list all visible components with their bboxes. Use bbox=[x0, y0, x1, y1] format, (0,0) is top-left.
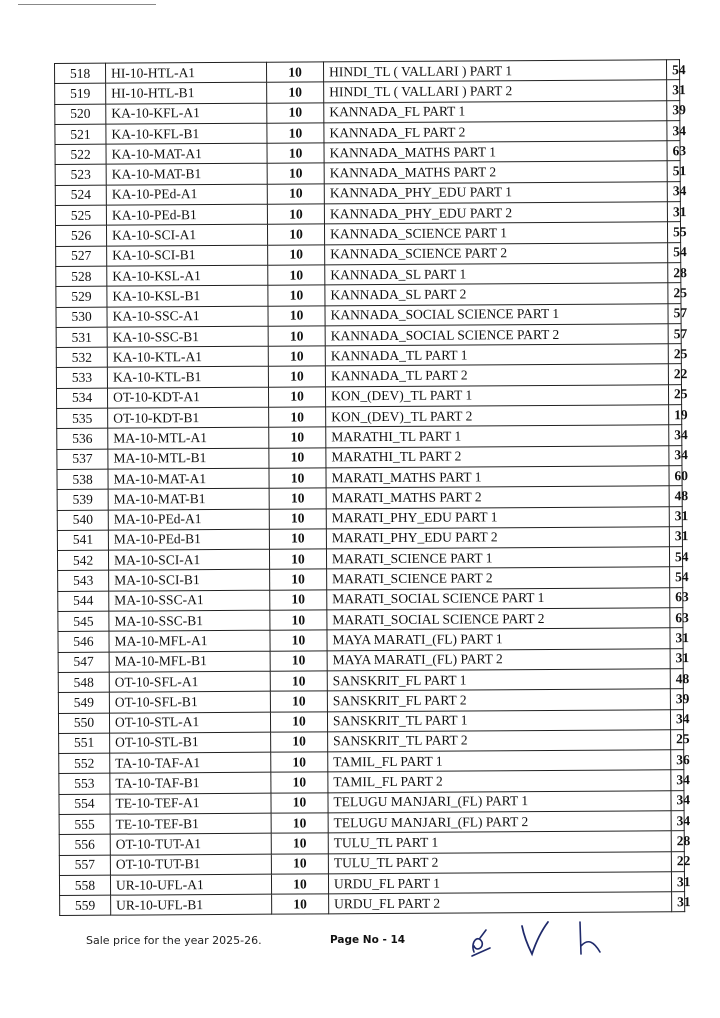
serial-number-cell: 545 bbox=[58, 611, 109, 632]
book-title-cell: KANNADA_SCIENCE PART 1 bbox=[324, 222, 667, 244]
price-cell: 25 bbox=[668, 344, 681, 364]
book-title-cell: SANSKRIT_FL PART 1 bbox=[327, 669, 670, 691]
book-code-cell: OT-10-TUT-B1 bbox=[110, 854, 271, 875]
serial-number-cell: 544 bbox=[58, 591, 109, 612]
book-title-cell: TELUGU MANJARI_(FL) PART 1 bbox=[328, 790, 671, 812]
price-cell: 39 bbox=[667, 100, 680, 120]
serial-number-cell: 559 bbox=[60, 895, 111, 916]
class-cell: 10 bbox=[270, 671, 327, 692]
book-title-cell: KANNADA_TL PART 1 bbox=[325, 344, 668, 366]
book-title-cell: KON_(DEV)_TL PART 1 bbox=[325, 385, 668, 407]
price-cell: 31 bbox=[670, 648, 683, 668]
price-cell: 48 bbox=[669, 486, 682, 506]
price-cell: 34 bbox=[669, 445, 682, 465]
book-code-cell: KA-10-PEd-A1 bbox=[106, 184, 267, 205]
signatures bbox=[460, 912, 620, 962]
price-cell: 34 bbox=[667, 181, 680, 201]
book-code-cell: OT-10-TUT-A1 bbox=[110, 833, 271, 854]
price-cell: 31 bbox=[671, 872, 684, 892]
serial-number-cell: 542 bbox=[57, 550, 108, 571]
serial-number-cell: 538 bbox=[57, 469, 108, 490]
class-cell: 10 bbox=[268, 305, 325, 326]
class-cell: 10 bbox=[267, 184, 324, 205]
book-title-cell: HINDI_TL ( VALLARI ) PART 1 bbox=[323, 60, 666, 82]
price-cell: 31 bbox=[667, 202, 680, 222]
price-cell: 25 bbox=[668, 283, 681, 303]
serial-number-cell: 543 bbox=[58, 571, 109, 592]
class-cell: 10 bbox=[267, 102, 324, 123]
book-code-cell: KA-10-MAT-B1 bbox=[106, 164, 267, 185]
book-code-cell: TE-10-TEF-B1 bbox=[110, 813, 271, 834]
serial-number-cell: 524 bbox=[55, 185, 106, 206]
book-title-cell: KANNADA_MATHS PART 2 bbox=[324, 161, 667, 183]
book-code-cell: KA-10-MAT-A1 bbox=[106, 143, 267, 164]
price-cell: 31 bbox=[667, 80, 680, 100]
book-code-cell: KA-10-KSL-B1 bbox=[107, 285, 268, 306]
serial-number-cell: 540 bbox=[57, 510, 108, 531]
book-code-cell: TA-10-TAF-A1 bbox=[110, 752, 271, 773]
class-cell: 10 bbox=[269, 427, 326, 448]
book-title-cell: URDU_FL PART 2 bbox=[329, 892, 672, 914]
price-table-body bbox=[55, 60, 691, 916]
book-code-cell: OT-10-STL-A1 bbox=[109, 712, 270, 733]
serial-number-cell: 526 bbox=[55, 226, 106, 247]
serial-number-cell: 522 bbox=[55, 144, 106, 165]
book-code-cell: OT-10-STL-B1 bbox=[110, 732, 271, 753]
price-cell: 54 bbox=[668, 242, 681, 262]
class-cell: 10 bbox=[269, 447, 326, 468]
book-title-cell: MARATI_SOCIAL SCIENCE PART 1 bbox=[327, 587, 670, 609]
book-title-cell: URDU_FL PART 1 bbox=[328, 872, 671, 894]
book-code-cell: KA-10-KSL-A1 bbox=[107, 265, 268, 286]
book-code-cell: TE-10-TEF-A1 bbox=[110, 793, 271, 814]
class-cell: 10 bbox=[270, 650, 327, 671]
class-cell: 10 bbox=[268, 366, 325, 387]
book-title-cell: MARATI_MATHS PART 1 bbox=[326, 466, 669, 488]
price-cell: 25 bbox=[668, 384, 681, 404]
book-code-cell: MA-10-PEd-A1 bbox=[108, 509, 269, 530]
book-code-cell: HI-10-HTL-B1 bbox=[106, 82, 267, 103]
serial-number-cell: 532 bbox=[56, 347, 107, 368]
book-code-cell: KA-10-PEd-B1 bbox=[106, 204, 267, 225]
class-cell: 10 bbox=[271, 732, 328, 753]
page-number: Page No - 14 bbox=[330, 934, 406, 946]
serial-number-cell: 519 bbox=[55, 83, 106, 104]
serial-number-cell: 546 bbox=[58, 631, 109, 652]
serial-number-cell: 520 bbox=[55, 104, 106, 125]
price-cell: 60 bbox=[669, 466, 682, 486]
book-code-cell: OT-10-SFL-B1 bbox=[109, 691, 270, 712]
signature-1 bbox=[472, 930, 490, 956]
price-cell: 34 bbox=[669, 425, 682, 445]
book-code-cell: UR-10-UFL-B1 bbox=[111, 894, 272, 915]
class-cell: 10 bbox=[271, 833, 328, 854]
book-title-cell: MARATI_PHY_EDU PART 2 bbox=[326, 527, 669, 549]
book-title-cell: MARATHI_TL PART 1 bbox=[326, 425, 669, 447]
serial-number-cell: 537 bbox=[57, 449, 108, 470]
price-cell: 54 bbox=[670, 567, 683, 587]
price-cell: 63 bbox=[667, 141, 680, 161]
price-cell: 31 bbox=[669, 526, 682, 546]
book-title-cell: HINDI_TL ( VALLARI ) PART 2 bbox=[324, 80, 667, 102]
price-cell: 19 bbox=[669, 405, 682, 425]
book-code-cell: KA-10-KTL-A1 bbox=[107, 346, 268, 367]
book-title-cell: MARATI_SCIENCE PART 1 bbox=[326, 547, 669, 569]
serial-number-cell: 536 bbox=[57, 429, 108, 450]
serial-number-cell: 534 bbox=[56, 388, 107, 409]
serial-number-cell: 550 bbox=[58, 713, 109, 734]
signature-3 bbox=[580, 922, 600, 954]
book-code-cell: KA-10-SSC-A1 bbox=[107, 306, 268, 327]
book-title-cell: KANNADA_SCIENCE PART 2 bbox=[325, 242, 668, 264]
serial-number-cell: 553 bbox=[59, 774, 110, 795]
price-cell: 31 bbox=[669, 506, 682, 526]
class-cell: 10 bbox=[269, 407, 326, 428]
price-cell: 28 bbox=[668, 263, 681, 283]
price-cell: 55 bbox=[667, 222, 680, 242]
class-cell: 10 bbox=[267, 82, 324, 103]
class-cell: 10 bbox=[267, 204, 324, 225]
serial-number-cell: 556 bbox=[59, 834, 110, 855]
price-cell: 63 bbox=[670, 587, 683, 607]
book-title-cell: MARATI_PHY_EDU PART 1 bbox=[326, 506, 669, 528]
serial-number-cell: 527 bbox=[56, 246, 107, 267]
book-title-cell: KANNADA_MATHS PART 1 bbox=[324, 141, 667, 163]
price-cell: 39 bbox=[670, 689, 683, 709]
serial-number-cell: 530 bbox=[56, 307, 107, 328]
class-cell: 10 bbox=[272, 894, 329, 915]
book-title-cell: TAMIL_FL PART 1 bbox=[328, 750, 671, 772]
class-cell: 10 bbox=[270, 691, 327, 712]
price-cell: 31 bbox=[672, 892, 685, 912]
book-code-cell: MA-10-MTL-B1 bbox=[108, 448, 269, 469]
serial-number-cell: 558 bbox=[59, 875, 110, 896]
book-code-cell: MA-10-MTL-A1 bbox=[108, 428, 269, 449]
class-cell: 10 bbox=[270, 610, 327, 631]
book-code-cell: MA-10-SSC-A1 bbox=[109, 590, 270, 611]
book-title-cell: TULU_TL PART 2 bbox=[328, 851, 671, 873]
serial-number-cell: 541 bbox=[57, 530, 108, 551]
book-title-cell: SANSKRIT_FL PART 2 bbox=[327, 689, 670, 711]
book-code-cell: MA-10-MAT-A1 bbox=[108, 468, 269, 489]
price-cell: 34 bbox=[671, 790, 684, 810]
book-title-cell: MARATI_SCIENCE PART 2 bbox=[327, 567, 670, 589]
serial-number-cell: 547 bbox=[58, 652, 109, 673]
book-title-cell: MAYA MARATI_(FL) PART 2 bbox=[327, 648, 670, 670]
class-cell: 10 bbox=[271, 813, 328, 834]
price-cell: 57 bbox=[668, 303, 681, 323]
book-code-cell: MA-10-MAT-B1 bbox=[108, 488, 269, 509]
serial-number-cell: 523 bbox=[55, 165, 106, 186]
book-title-cell: KANNADA_PHY_EDU PART 2 bbox=[324, 202, 667, 224]
class-cell: 10 bbox=[269, 468, 326, 489]
price-cell: 36 bbox=[671, 750, 684, 770]
book-title-cell: KANNADA_SOCIAL SCIENCE PART 1 bbox=[325, 303, 668, 325]
book-title-cell: SANSKRIT_TL PART 1 bbox=[327, 709, 670, 731]
book-code-cell: KA-10-KFL-A1 bbox=[106, 103, 267, 124]
book-code-cell: OT-10-KDT-A1 bbox=[107, 387, 268, 408]
book-title-cell: KANNADA_SL PART 2 bbox=[325, 283, 668, 305]
book-code-cell: KA-10-SCI-B1 bbox=[107, 245, 268, 266]
price-table bbox=[54, 59, 691, 916]
serial-number-cell: 552 bbox=[59, 753, 110, 774]
book-title-cell: TULU_TL PART 1 bbox=[328, 831, 671, 853]
book-code-cell: UR-10-UFL-A1 bbox=[110, 874, 271, 895]
price-cell: 34 bbox=[671, 770, 684, 790]
serial-number-cell: 535 bbox=[57, 408, 108, 429]
price-cell: 22 bbox=[668, 364, 681, 384]
serial-number-cell: 518 bbox=[55, 63, 106, 84]
book-code-cell: KA-10-KTL-B1 bbox=[107, 367, 268, 388]
serial-number-cell: 529 bbox=[56, 286, 107, 307]
class-cell: 10 bbox=[268, 265, 325, 286]
price-cell: 22 bbox=[671, 851, 684, 871]
book-code-cell: MA-10-SCI-B1 bbox=[109, 570, 270, 591]
book-code-cell: MA-10-SSC-B1 bbox=[109, 610, 270, 631]
serial-number-cell: 557 bbox=[59, 855, 110, 876]
class-cell: 10 bbox=[268, 346, 325, 367]
class-cell: 10 bbox=[270, 569, 327, 590]
price-cell: 54 bbox=[666, 60, 679, 80]
book-title-cell: TELUGU MANJARI_(FL) PART 2 bbox=[328, 811, 671, 833]
book-title-cell: KANNADA_FL PART 1 bbox=[324, 100, 667, 122]
book-code-cell: OT-10-SFL-A1 bbox=[109, 671, 270, 692]
price-cell: 34 bbox=[670, 709, 683, 729]
class-cell: 10 bbox=[267, 123, 324, 144]
class-cell: 10 bbox=[271, 772, 328, 793]
class-cell: 10 bbox=[269, 549, 326, 570]
sale-price-note: Sale price for the year 2025-26. bbox=[86, 934, 262, 947]
serial-number-cell: 525 bbox=[55, 205, 106, 226]
price-cell: 25 bbox=[671, 729, 684, 749]
class-cell: 10 bbox=[269, 488, 326, 509]
class-cell: 10 bbox=[271, 853, 328, 874]
serial-number-cell: 539 bbox=[57, 489, 108, 510]
serial-number-cell: 551 bbox=[59, 733, 110, 754]
book-title-cell: SANSKRIT_TL PART 2 bbox=[328, 730, 671, 752]
book-title-cell: TAMIL_FL PART 2 bbox=[328, 770, 671, 792]
price-cell: 34 bbox=[667, 121, 680, 141]
book-title-cell: KANNADA_SL PART 1 bbox=[325, 263, 668, 285]
class-cell: 10 bbox=[268, 326, 325, 347]
class-cell: 10 bbox=[267, 143, 324, 164]
book-title-cell: MAYA MARATI_(FL) PART 1 bbox=[327, 628, 670, 650]
class-cell: 10 bbox=[270, 590, 327, 611]
book-code-cell: MA-10-PEd-B1 bbox=[108, 529, 269, 550]
class-cell: 10 bbox=[268, 285, 325, 306]
book-title-cell: KANNADA_FL PART 2 bbox=[324, 121, 667, 143]
price-cell: 48 bbox=[670, 669, 683, 689]
price-cell: 31 bbox=[670, 628, 683, 648]
price-cell: 57 bbox=[668, 324, 681, 344]
serial-number-cell: 528 bbox=[56, 266, 107, 287]
book-code-cell: MA-10-MFL-A1 bbox=[109, 631, 270, 652]
book-title-cell: MARATI_SOCIAL SCIENCE PART 2 bbox=[327, 608, 670, 630]
book-code-cell: KA-10-SCI-A1 bbox=[106, 225, 267, 246]
price-cell: 54 bbox=[669, 547, 682, 567]
serial-number-cell: 533 bbox=[56, 368, 107, 389]
price-cell: 51 bbox=[667, 161, 680, 181]
price-cell: 28 bbox=[671, 831, 684, 851]
book-code-cell: OT-10-KDT-B1 bbox=[108, 407, 269, 428]
class-cell: 10 bbox=[270, 630, 327, 651]
book-title-cell: KANNADA_TL PART 2 bbox=[325, 364, 668, 386]
class-cell: 10 bbox=[269, 508, 326, 529]
class-cell: 10 bbox=[266, 62, 323, 83]
price-cell: 63 bbox=[670, 608, 683, 628]
book-code-cell: KA-10-KFL-B1 bbox=[106, 123, 267, 144]
book-title-cell: KON_(DEV)_TL PART 2 bbox=[326, 405, 669, 427]
class-cell: 10 bbox=[267, 163, 324, 184]
class-cell: 10 bbox=[267, 224, 324, 245]
signature-2 bbox=[522, 922, 548, 954]
book-title-cell: MARATHI_TL PART 2 bbox=[326, 445, 669, 467]
book-title-cell: KANNADA_SOCIAL SCIENCE PART 2 bbox=[325, 324, 668, 346]
class-cell: 10 bbox=[268, 245, 325, 266]
top-rule bbox=[18, 4, 156, 5]
class-cell: 10 bbox=[269, 529, 326, 550]
price-cell: 34 bbox=[671, 811, 684, 831]
book-code-cell: HI-10-HTL-A1 bbox=[106, 62, 267, 83]
book-code-cell: TA-10-TAF-B1 bbox=[110, 773, 271, 794]
class-cell: 10 bbox=[270, 711, 327, 732]
class-cell: 10 bbox=[268, 387, 325, 408]
serial-number-cell: 554 bbox=[59, 794, 110, 815]
class-cell: 10 bbox=[271, 793, 328, 814]
serial-number-cell: 548 bbox=[58, 672, 109, 693]
serial-number-cell: 521 bbox=[55, 124, 106, 145]
book-title-cell: KANNADA_PHY_EDU PART 1 bbox=[324, 182, 667, 204]
book-title-cell: MARATI_MATHS PART 2 bbox=[326, 486, 669, 508]
serial-number-cell: 549 bbox=[58, 692, 109, 713]
book-code-cell: MA-10-MFL-B1 bbox=[109, 651, 270, 672]
book-code-cell: KA-10-SSC-B1 bbox=[107, 326, 268, 347]
serial-number-cell: 531 bbox=[56, 327, 107, 348]
book-code-cell: MA-10-SCI-A1 bbox=[108, 549, 269, 570]
class-cell: 10 bbox=[271, 874, 328, 895]
serial-number-cell: 555 bbox=[59, 814, 110, 835]
class-cell: 10 bbox=[271, 752, 328, 773]
